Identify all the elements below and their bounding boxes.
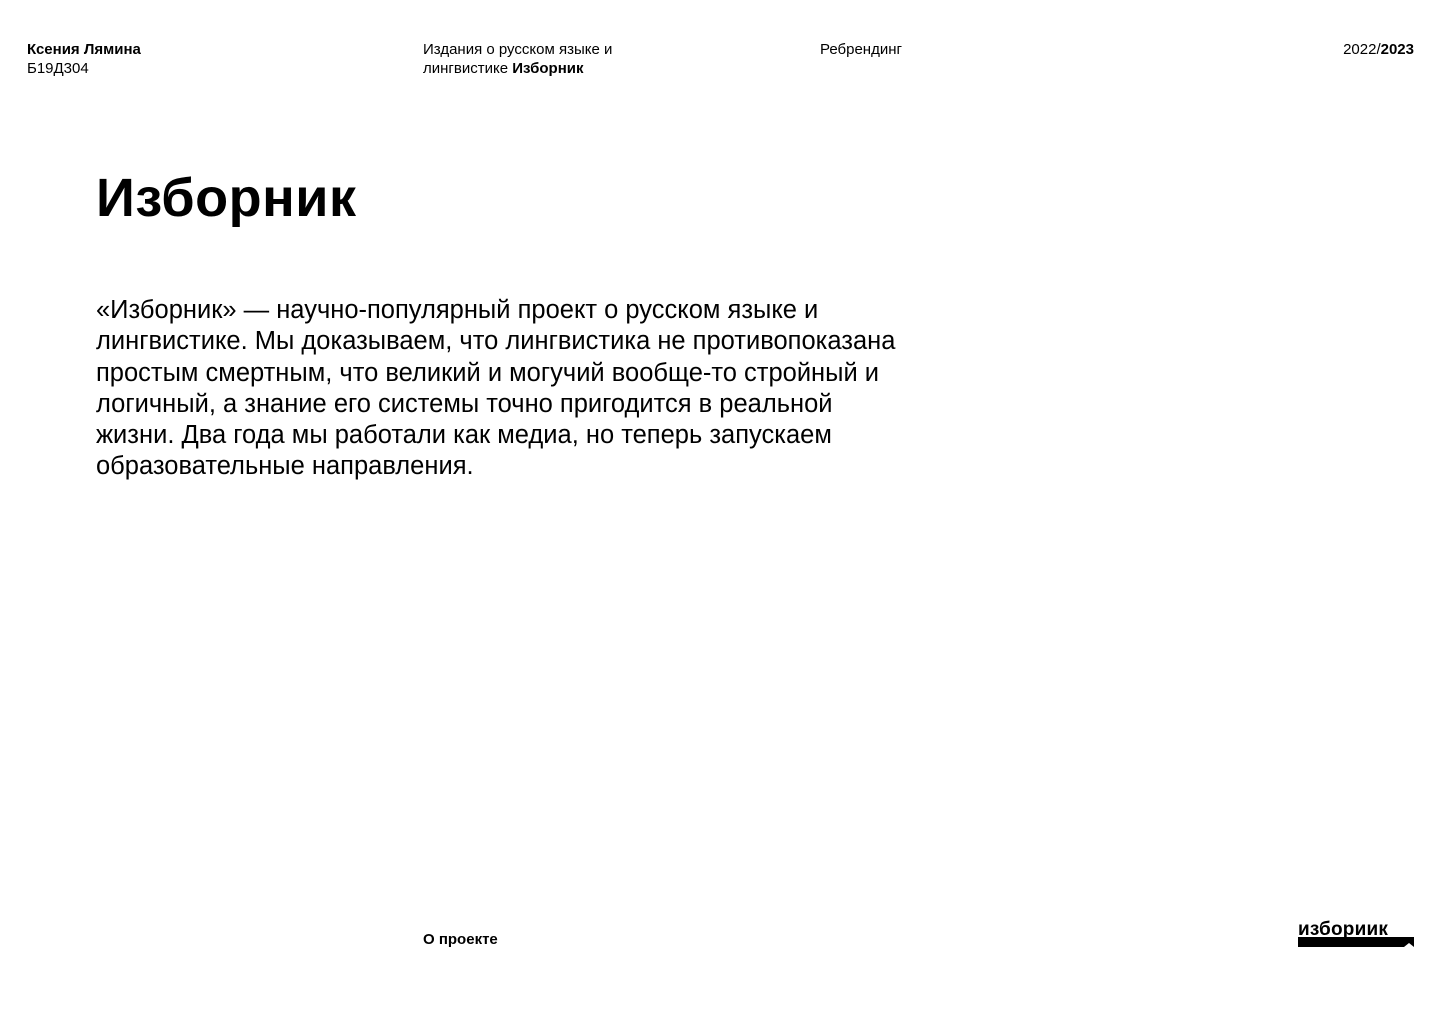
years-block	[1343, 40, 1414, 59]
project-type: Ребрендинг	[820, 41, 902, 58]
topic-block	[423, 40, 683, 78]
author-name: Ксения Лямина	[27, 41, 141, 58]
year-end: 2023	[1380, 41, 1414, 58]
author-block	[27, 40, 141, 78]
author-group: Б19Д304	[27, 60, 89, 77]
logo-text: избориик	[1298, 919, 1389, 940]
intro-paragraph: «Изборник» — научно-популярный проект о русском языке и лингвистике. Мы доказываем, что лингвистика не противопоказана простым смертным, что великий и могучий вообще-то стройный и логичный, а знание его системы точно пригодится в реальной жизни. Два года мы работали как медиа, но теперь запускаем образовательные направления.	[96, 296, 896, 481]
page-title: Изборник	[96, 168, 357, 228]
izbornik-logo	[1298, 919, 1414, 951]
topic-text: Издания о русском языке и лингвистике	[423, 41, 613, 77]
section-label: О проекте	[423, 931, 498, 948]
year-start: 2022/	[1343, 41, 1381, 58]
topic-bold-name: Изборник	[512, 60, 584, 77]
